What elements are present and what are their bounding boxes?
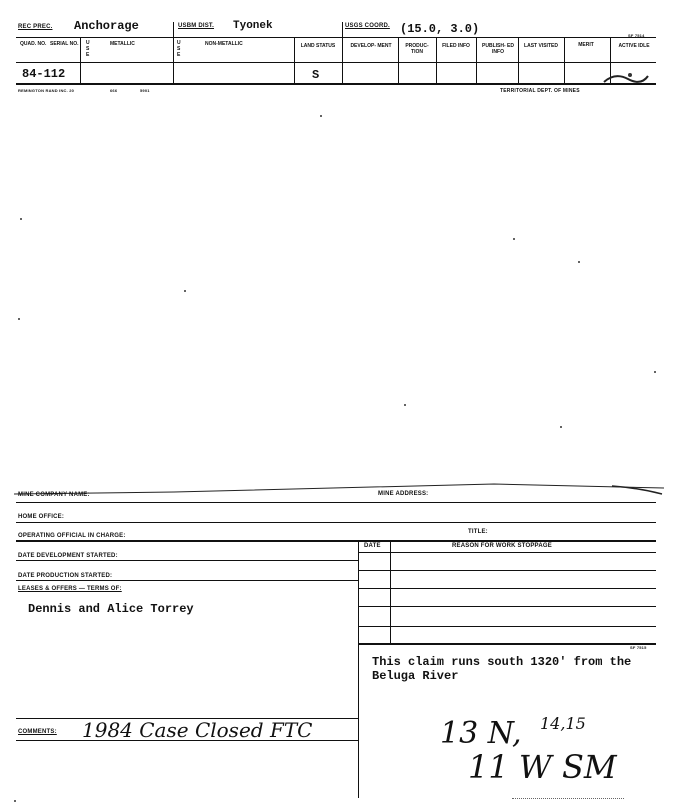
date-development-label: DATE DEVELOPMENT STARTED:	[18, 553, 118, 559]
usbm-dist-label: USBM DIST.	[178, 23, 215, 29]
reason-column-header: REASON FOR WORK STOPPAGE	[452, 543, 552, 549]
remarks-line-1: This claim runs south 1320' from the	[372, 655, 632, 669]
handwritten-sections: 14,15	[540, 714, 586, 733]
bottom-form-number: SF 7515	[630, 645, 647, 650]
col-development: DEVELOP- MENT	[350, 43, 392, 49]
printer-credit: REMINGTON RAND INC. 20	[18, 88, 75, 93]
rec-prec-label: REC PREC.	[18, 24, 53, 30]
operating-official-label: OPERATING OFFICIAL IN CHARGE:	[18, 533, 126, 539]
usgs-coord-value: (15.0, 3.0)	[400, 22, 480, 36]
mine-company-label: MINE COMPANY NAME:	[18, 492, 90, 498]
col-non-metallic: NON-METALLIC	[205, 41, 243, 47]
leases-offers-value: Dennis and Alice Torrey	[28, 602, 194, 616]
col-quad-no: QUAD. NO.	[20, 41, 47, 47]
usgs-coord-label: USGS COORD.	[345, 23, 390, 29]
printer-code-1: 666	[110, 88, 118, 93]
col-last-visited: LAST VISITED	[524, 43, 558, 49]
quad-serial-value: 84-112	[22, 67, 66, 81]
title-label: TITLE:	[468, 529, 488, 535]
col-serial-no: SERIAL NO.	[50, 41, 79, 47]
date-production-label: DATE PRODUCTION STARTED:	[18, 573, 113, 579]
col-land-status: LAND STATUS	[300, 43, 336, 49]
land-status-value: S	[312, 68, 320, 82]
col-filed-info: FILED INFO	[442, 43, 470, 49]
printer-code-2: 5901	[140, 88, 150, 93]
comments-label: COMMENTS:	[18, 729, 57, 735]
mine-address-label: MINE ADDRESS:	[378, 491, 429, 497]
territorial-dept-label: TERRITORIAL DEPT. OF MINES	[500, 88, 580, 94]
col-merit: MERIT	[578, 42, 594, 48]
comments-value: 1984 Case Closed FTC	[82, 718, 313, 742]
col-published-info: PUBLISH- ED INFO	[482, 43, 514, 55]
leases-offers-label: LEASES & OFFERS — TERMS OF:	[18, 586, 122, 592]
col-production: PRODUC- TION	[405, 43, 429, 55]
rec-prec-value: Anchorage	[74, 19, 139, 33]
col-use-metallic: U S E	[86, 40, 90, 58]
col-active-idle: ACTIVE IDLE	[618, 43, 650, 49]
handwritten-township: 13 N,	[440, 716, 522, 751]
col-metallic: METALLIC	[110, 41, 135, 47]
top-form-number: SF 7514	[628, 33, 645, 38]
handwritten-range: 11 W SM	[468, 748, 617, 786]
remarks-line-2: Beluga River	[372, 669, 459, 683]
date-column-header: DATE	[364, 543, 381, 549]
home-office-label: HOME OFFICE:	[18, 514, 65, 520]
usbm-dist-value: Tyonek	[233, 20, 273, 32]
smudge-mark	[600, 70, 650, 84]
card-edge	[14, 478, 664, 498]
col-use-nonmetallic: U S E	[177, 40, 181, 58]
